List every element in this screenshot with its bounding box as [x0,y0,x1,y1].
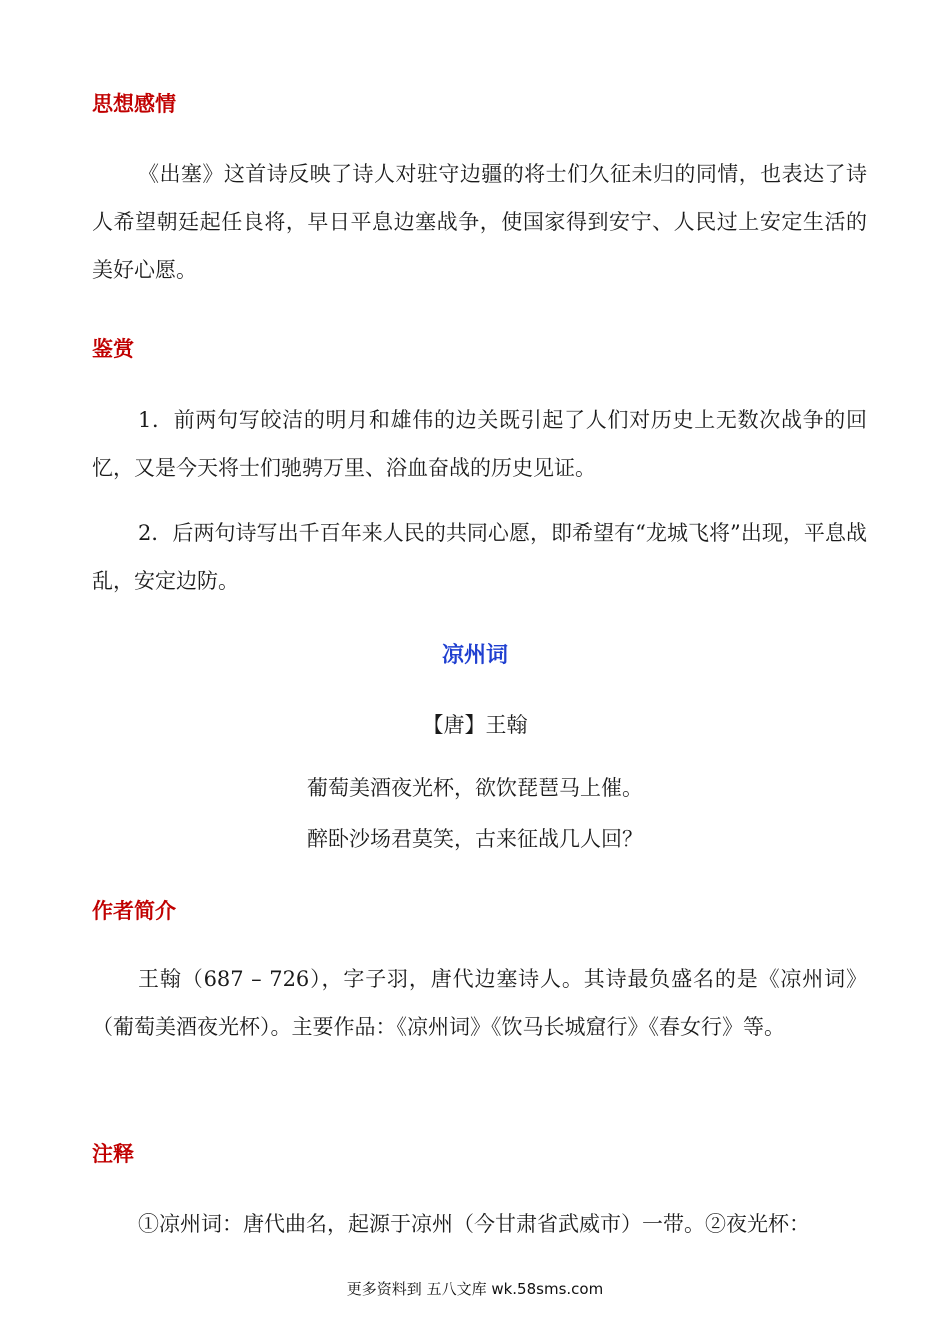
paragraph-notes: ①凉州词：唐代曲名，起源于凉州（今甘肃省武威市）一带。②夜光杯： [138,1212,810,1236]
paragraph-author-intro: 王翰（687 – 726），字子羽，唐代边塞诗人。其诗最负盛名的是《凉州词》（葡萄美酒夜光杯）。主要作品：《凉州词》《饮马长城窟行》《春女行》等。 [92,967,867,1039]
poem-author: 【唐】王翰 [422,713,528,737]
appreciation-item-2: 2．后两句诗写出千百年来人民的共同心愿，即希望有“龙城飞将”出现，平息战乱，安定边防。 [92,521,867,593]
poem-line-1: 葡萄美酒夜光杯，欲饮琵琶马上催。 [307,776,643,800]
paragraph-thoughts: 《出塞》这首诗反映了诗人对驻守边疆的将士们久征未归的同情，也表达了诗人希望朝廷起任良将，早日平息边塞战争，使国家得到安宁、人民过上安定生活的美好心愿。 [92,162,867,282]
poem-line-2: 醉卧沙场君莫笑，古来征战几人回？ [307,827,643,851]
heading-thoughts: 思想感情 [92,92,176,116]
poem-title: 凉州词 [441,643,508,668]
heading-appreciation: 鉴赏 [92,337,134,361]
heading-author-intro: 作者简介 [92,899,176,923]
footer-watermark: 更多资料到 五八文库 wk.58sms.com [346,1280,604,1298]
appreciation-item-1: 1．前两句写皎洁的明月和雄伟的边关既引起了人们对历史上无数次战争的回忆，又是今天将士们驰骋万里、浴血奋战的历史见证。 [92,408,867,480]
heading-notes: 注释 [92,1142,134,1166]
